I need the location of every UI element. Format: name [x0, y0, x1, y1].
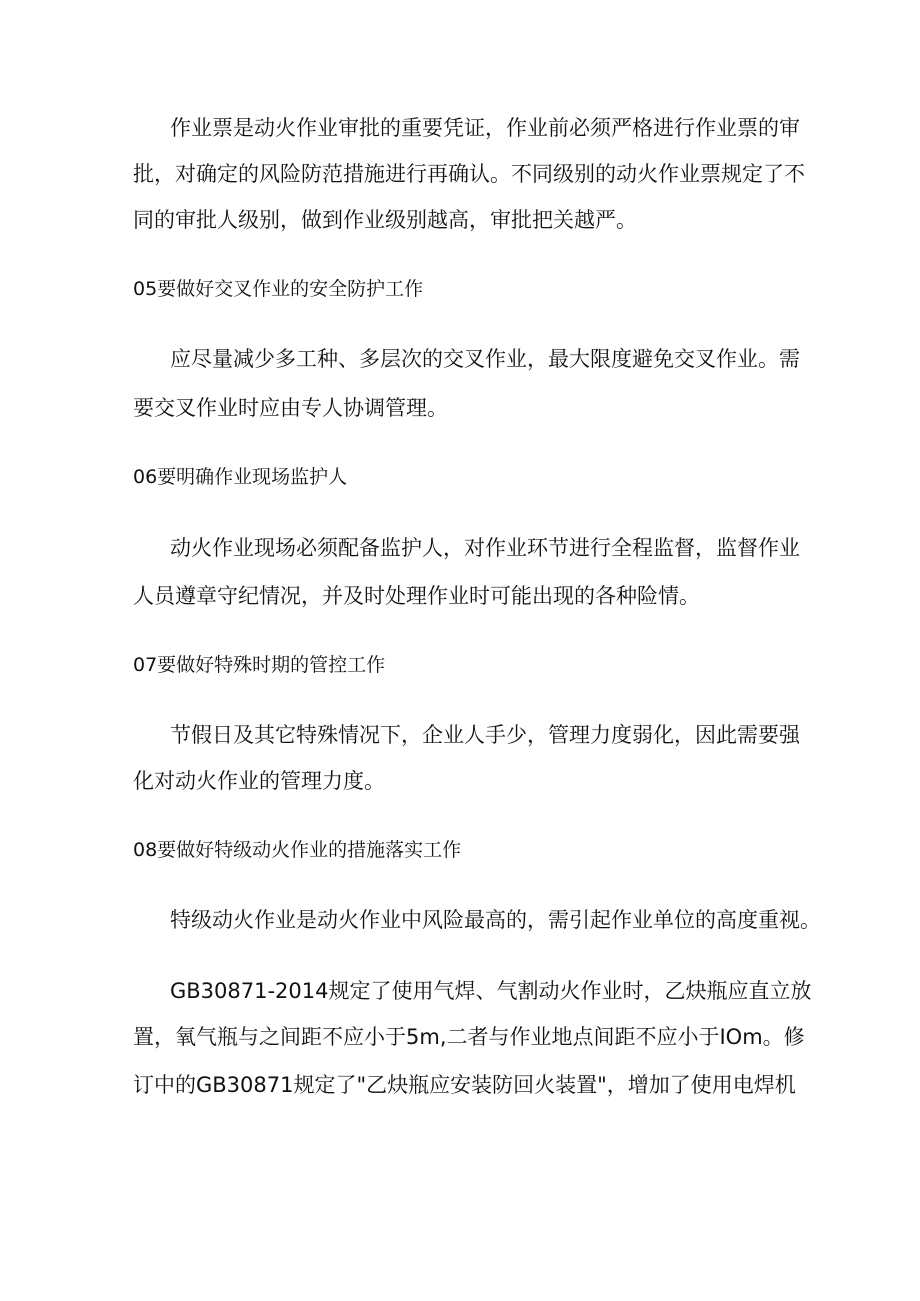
paragraph-line: 节假日及其它特殊情况下，企业人手少，管理力度弱化，因此需要强	[170, 723, 800, 747]
paragraph-line: 作业票是动火作业审批的重要凭证，作业前必须严格进行作业票的审	[170, 116, 800, 140]
paragraph-line: 同的审批人级别，做到作业级别越高，审批把关越严。	[133, 208, 637, 232]
paragraph-line: 化对动火作业的管理力度。	[133, 769, 385, 793]
paragraph-line: 要交叉作业时应由专人协调管理。	[133, 396, 448, 420]
paragraph-line: GB30871-2014规定了使用气焊、气割动火作业时，乙炔瓶应直立放	[170, 979, 812, 1003]
paragraph-line: 特级动火作业是动火作业中风险最高的，需引起作业单位的高度重视。	[170, 908, 821, 932]
paragraph-line: 订中的GB30871规定了"乙炔瓶应安装防回火装置"，增加了使用电焊机	[133, 1073, 796, 1097]
section-heading-05: 05要做好交叉作业的安全防护工作	[133, 278, 424, 300]
section-heading-06: 06要明确作业现场监护人	[133, 466, 348, 488]
paragraph-line: 批，对确定的风险防范措施进行再确认。不同级别的动火作业票规定了不	[133, 162, 805, 186]
section-heading-08: 08要做好特级动火作业的措施落实工作	[133, 839, 462, 861]
section-heading-07: 07要做好特殊时期的管控工作	[133, 654, 386, 676]
paragraph-line: 应尽量减少多工种、多层次的交叉作业，最大限度避免交叉作业。需	[170, 347, 800, 371]
paragraph-line: 人员遵章守纪情况，并及时处理作业时可能出现的各种险情。	[133, 584, 700, 608]
paragraph-line: 置，氧气瓶与之间距不应小于5m,二者与作业地点间距不应小于IOm。修	[133, 1025, 805, 1049]
paragraph-line: 动火作业现场必须配备监护人，对作业环节进行全程监督，监督作业	[170, 536, 800, 560]
